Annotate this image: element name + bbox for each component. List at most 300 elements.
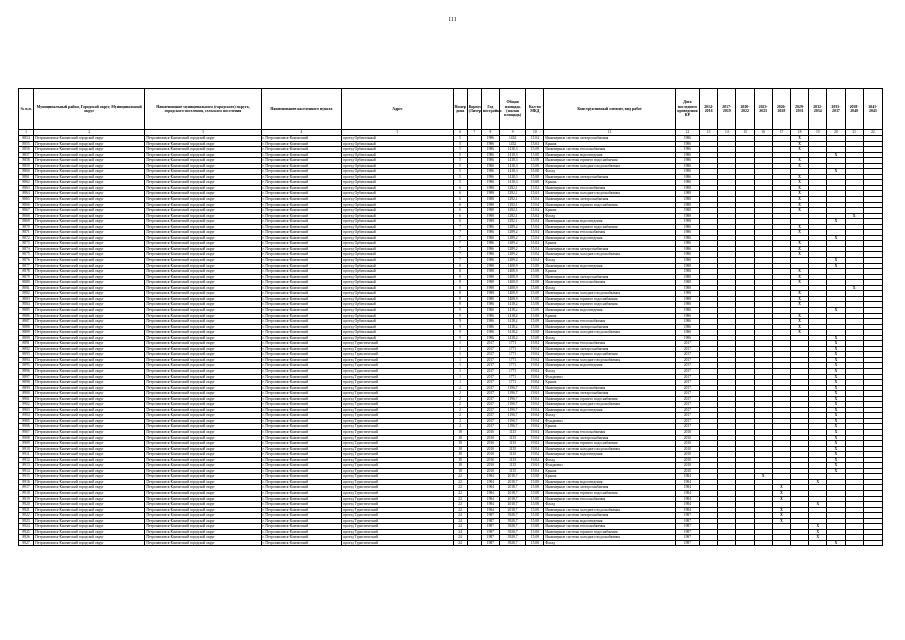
house-number-cell: 9 (453, 324, 467, 330)
district-cell: Петропавловск-Камчатский городской округ (34, 413, 145, 419)
row-number: 8915 (19, 474, 34, 480)
mkd-count-cell: 19.04 (526, 402, 544, 408)
capital-repair-table (18, 88, 883, 546)
work-type-cell: Инженерные системы водоотведения (544, 263, 675, 269)
construction-year-cell: 1987 (481, 529, 499, 535)
period-mark-cell (790, 540, 808, 546)
last-repair-date-cell: 2017 (675, 402, 699, 408)
settlement-cell: г. Петропавловск-Камчатский (261, 252, 342, 258)
work-type-cell: Крыша (544, 180, 675, 186)
mkd-count-cell: 15.04 (526, 136, 544, 142)
column-number: 4 (261, 130, 342, 136)
column-number: 18 (790, 130, 808, 136)
period-mark-cell: X (809, 524, 827, 530)
district-cell: Петропавловск-Камчатский городской округ (34, 357, 145, 363)
settlement-cell: г. Петропавловск-Камчатский (261, 235, 342, 241)
column-header: 2038-2040 (845, 89, 863, 130)
municipality-cell: Петропавловск-Камчатский городской округ (145, 219, 261, 225)
row-number: 8906 (19, 424, 34, 430)
last-repair-date-cell: 1984 (675, 496, 699, 502)
house-number-cell: 8 (453, 296, 467, 302)
mkd-count-cell: 15.08 (526, 269, 544, 275)
house-number-cell: 9 (453, 330, 467, 336)
construction-year-cell: 2010 (481, 468, 499, 474)
municipality-cell: Петропавловск-Камчатский городской округ (145, 407, 261, 413)
municipality-cell: Петропавловск-Камчатский городской округ (145, 269, 261, 275)
row-number: 8908 (19, 435, 34, 441)
period-mark-cell: X (790, 274, 808, 280)
period-mark-cell: X (790, 330, 808, 336)
district-cell: Петропавловск-Камчатский городской округ (34, 258, 145, 264)
area-cell: 1771 (499, 363, 525, 369)
row-number: 8918 (19, 491, 34, 497)
district-cell: Петропавловск-Камчатский городской округ (34, 474, 145, 480)
area-cell: 1289,2 (499, 224, 525, 230)
address-cell: проезд Орбитальный (342, 180, 453, 186)
mkd-count-cell: 15.04 (526, 258, 544, 264)
construction-year-cell: 1986 (481, 158, 499, 164)
work-type-cell: Инженерные системы горячего водоснабжения (544, 296, 675, 302)
column-number: 22 (863, 130, 882, 136)
period-mark-cell: X (827, 307, 845, 313)
mkd-count-cell: 15.08 (526, 479, 544, 485)
municipality-cell: Петропавловск-Камчатский городской округ (145, 197, 261, 203)
municipality-cell: Петропавловск-Камчатский городской округ (145, 507, 261, 513)
district-cell: Петропавловск-Камчатский городской округ (34, 263, 145, 269)
address-cell: проезд Орбитальный (342, 324, 453, 330)
area-cell: 1408,9 (499, 285, 525, 291)
area-cell: 1196,7 (499, 424, 525, 430)
settlement-cell: г. Петропавловск-Камчатский (261, 391, 342, 397)
row-number: 8884 (19, 302, 34, 308)
area-cell: 3928,7 (499, 529, 525, 535)
row-number: 8921 (19, 507, 34, 513)
area-cell: 1289,2 (499, 230, 525, 236)
address-cell: проезд Орбитальный (342, 258, 453, 264)
mkd-count-cell: 15.08 (526, 158, 544, 164)
work-type-cell: Инженерные системы водоотведения (544, 407, 675, 413)
construction-year-cell: 1986 (481, 169, 499, 175)
house-number-cell: 5 (453, 163, 467, 169)
settlement-cell: г. Петропавловск-Камчатский (261, 529, 342, 535)
column-number: 5 (342, 130, 453, 136)
area-cell: 1292,1 (499, 185, 525, 191)
work-type-cell: Инженерные системы электроснабжения (544, 346, 675, 352)
municipality-cell: Петропавловск-Камчатский городской округ (145, 296, 261, 302)
construction-year-cell: 1986 (481, 147, 499, 153)
address-cell: проезд Орбитальный (342, 302, 453, 308)
row-number: 8875 (19, 252, 34, 258)
address-cell: проезд Орбитальный (342, 169, 453, 175)
mkd-count-cell: 15.08 (526, 496, 544, 502)
mkd-count-cell: 15.08 (526, 485, 544, 491)
house-number-cell: 24 (453, 518, 467, 524)
municipality-cell: Петропавловск-Камчатский городской округ (145, 413, 261, 419)
construction-year-cell: 1986 (481, 180, 499, 186)
row-number: 8870 (19, 224, 34, 230)
mkd-count-cell: 15.04 (526, 208, 544, 214)
row-number: 8862 (19, 180, 34, 186)
settlement-cell: г. Петропавловск-Камчатский (261, 241, 342, 247)
settlement-cell: г. Петропавловск-Камчатский (261, 424, 342, 430)
column-header: № п.п. (19, 89, 34, 130)
period-mark-cell (845, 540, 863, 546)
municipality-cell: Петропавловск-Камчатский городской округ (145, 446, 261, 452)
work-type-cell: Инженерные системы горячего водоснабжения (544, 202, 675, 208)
settlement-cell: г. Петропавловск-Камчатский (261, 152, 342, 158)
house-number-cell: 6 (453, 219, 467, 225)
area-cell: 1418,3 (499, 180, 525, 186)
settlement-cell: г. Петропавловск-Камчатский (261, 302, 342, 308)
area-cell: 1135 (499, 429, 525, 435)
last-repair-date-cell: 1986 (675, 224, 699, 230)
mkd-count-cell: 19.04 (526, 341, 544, 347)
last-repair-date-cell: 1988 (675, 280, 699, 286)
last-repair-date-cell: 1988 (675, 274, 699, 280)
house-number-cell: 18 (453, 463, 467, 469)
settlement-cell: г. Петропавловск-Камчатский (261, 258, 342, 264)
address-cell: проезд Туристический (342, 396, 453, 402)
district-cell: Петропавловск-Камчатский городской округ (34, 352, 145, 358)
last-repair-date-cell: 2017 (675, 396, 699, 402)
municipality-cell: Петропавловск-Камчатский городской округ (145, 174, 261, 180)
house-number-cell: 5 (453, 141, 467, 147)
period-mark-cell: X (827, 258, 845, 264)
district-cell: Петропавловск-Камчатский городской округ (34, 285, 145, 291)
period-mark-cell: X (827, 407, 845, 413)
last-repair-date-cell: 1986 (675, 158, 699, 164)
row-number: 8910 (19, 446, 34, 452)
district-cell: Петропавловск-Камчатский городской округ (34, 330, 145, 336)
period-mark-cell: X (827, 540, 845, 546)
last-repair-date-cell: 1986 (675, 141, 699, 147)
row-number: 8907 (19, 429, 34, 435)
area-cell: 1196,7 (499, 391, 525, 397)
work-type-cell: Фасад (544, 368, 675, 374)
municipality-cell: Петропавловск-Камчатский городской округ (145, 380, 261, 386)
column-number: 10 (526, 130, 544, 136)
municipality-cell: Петропавловск-Камчатский городской округ (145, 529, 261, 535)
column-number: 8 (481, 130, 499, 136)
settlement-cell: г. Петропавловск-Камчатский (261, 507, 342, 513)
period-mark-cell: X (827, 424, 845, 430)
municipality-cell: Петропавловск-Камчатский городской округ (145, 213, 261, 219)
mkd-count-cell: 15.04 (526, 197, 544, 203)
period-mark-cell: X (790, 191, 808, 197)
district-cell: Петропавловск-Камчатский городской округ (34, 185, 145, 191)
address-cell: проезд Туристический (342, 391, 453, 397)
construction-year-cell: 1988 (481, 269, 499, 275)
address-cell: проезд Туристический (342, 457, 453, 463)
work-type-cell: Крыша (544, 313, 675, 319)
settlement-cell: г. Петропавловск-Камчатский (261, 524, 342, 530)
municipality-cell: Петропавловск-Камчатский городской округ (145, 230, 261, 236)
municipality-cell: Петропавловск-Камчатский городской округ (145, 224, 261, 230)
house-number-cell: 7 (453, 252, 467, 258)
last-repair-date-cell: 2017 (675, 346, 699, 352)
area-cell: 1418,2 (499, 302, 525, 308)
address-cell: проезд Туристический (342, 435, 453, 441)
municipality-cell: Петропавловск-Камчатский городской округ (145, 335, 261, 341)
row-number: 8892 (19, 346, 34, 352)
period-mark-cell: X (790, 302, 808, 308)
construction-year-cell: 2017 (481, 357, 499, 363)
address-cell: проезд Орбитальный (342, 296, 453, 302)
house-number-cell: 18 (453, 468, 467, 474)
last-repair-date-cell: 1984 (675, 485, 699, 491)
district-cell: Петропавловск-Камчатский городской округ (34, 346, 145, 352)
area-cell: 1771 (499, 368, 525, 374)
area-cell: 1418,3 (499, 147, 525, 153)
district-cell: Петропавловск-Камчатский городской округ (34, 241, 145, 247)
row-number: 8913 (19, 463, 34, 469)
settlement-cell: г. Петропавловск-Камчатский (261, 335, 342, 341)
district-cell: Петропавловск-Камчатский городской округ (34, 468, 145, 474)
area-cell: 1418,3 (499, 174, 525, 180)
last-repair-date-cell: 2017 (675, 368, 699, 374)
district-cell: Петропавловск-Камчатский городской округ (34, 435, 145, 441)
period-mark-cell: X (827, 429, 845, 435)
municipality-cell: Петропавловск-Камчатский городской округ (145, 285, 261, 291)
row-number: 8859 (19, 163, 34, 169)
address-cell: проезд Туристический (342, 502, 453, 508)
construction-year-cell: 2010 (481, 463, 499, 469)
row-number: 8880 (19, 280, 34, 286)
settlement-cell: г. Петропавловск-Камчатский (261, 330, 342, 336)
district-cell: Петропавловск-Камчатский городской округ (34, 402, 145, 408)
district-cell: Петропавловск-Камчатский городской округ (34, 296, 145, 302)
work-type-cell: Инженерные системы теплоснабжения (544, 147, 675, 153)
mkd-count-cell: 15.08 (526, 529, 544, 535)
row-number: 8895 (19, 363, 34, 369)
settlement-cell: г. Петропавловск-Камчатский (261, 496, 342, 502)
settlement-cell: г. Петропавловск-Камчатский (261, 513, 342, 519)
house-number-cell: 18 (453, 435, 467, 441)
address-cell: проезд Туристический (342, 441, 453, 447)
municipality-cell: Петропавловск-Камчатский городской округ (145, 513, 261, 519)
municipality-cell: Петропавловск-Камчатский городской округ (145, 363, 261, 369)
construction-year-cell: 1988 (481, 185, 499, 191)
period-mark-cell: X (790, 313, 808, 319)
municipality-cell: Петропавловск-Камчатский городской округ (145, 147, 261, 153)
district-cell: Петропавловск-Камчатский городской округ (34, 174, 145, 180)
last-repair-date-cell: 1988 (675, 285, 699, 291)
period-mark-cell: X (827, 413, 845, 419)
area-cell: 1771 (499, 352, 525, 358)
area-cell: 1418,3 (499, 158, 525, 164)
district-cell: Петропавловск-Камчатский городской округ (34, 507, 145, 513)
mkd-count-cell: 19.04 (526, 391, 544, 397)
construction-year-cell: 1984 (481, 507, 499, 513)
area-cell: 1292,1 (499, 202, 525, 208)
municipality-cell: Петропавловск-Камчатский городской округ (145, 535, 261, 541)
mkd-count-cell: 19.04 (526, 429, 544, 435)
work-type-cell: Инженерные системы электроснабжения (544, 485, 675, 491)
address-cell: проезд Орбитальный (342, 319, 453, 325)
area-cell: 1771 (499, 341, 525, 347)
construction-year-cell: 2010 (481, 441, 499, 447)
mkd-count-cell: 15.04 (526, 246, 544, 252)
settlement-cell: г. Петропавловск-Камчатский (261, 518, 342, 524)
municipality-cell: Петропавловск-Камчатский городской округ (145, 491, 261, 497)
construction-year-cell: 1988 (481, 191, 499, 197)
row-number: 8923 (19, 518, 34, 524)
construction-year-cell: 2010 (481, 446, 499, 452)
construction-year-cell: 2010 (481, 457, 499, 463)
house-number-cell: 8 (453, 269, 467, 275)
construction-year-cell: 1987 (481, 518, 499, 524)
construction-year-cell: 1988 (481, 208, 499, 214)
district-cell: Петропавловск-Камчатский городской округ (34, 191, 145, 197)
district-cell: Петропавловск-Камчатский городской округ (34, 535, 145, 541)
municipality-cell: Петропавловск-Камчатский городской округ (145, 191, 261, 197)
mkd-count-cell: 19.04 (526, 385, 544, 391)
house-number-cell: 2 (453, 385, 467, 391)
last-repair-date-cell: 1986 (675, 246, 699, 252)
municipality-cell: Петропавловск-Камчатский городской округ (145, 258, 261, 264)
address-cell: проезд Туристический (342, 341, 453, 347)
area-cell: 1292,1 (499, 213, 525, 219)
municipality-cell: Петропавловск-Камчатский городской округ (145, 330, 261, 336)
period-mark-cell: X (827, 391, 845, 397)
last-repair-date-cell: 1986 (675, 319, 699, 325)
construction-year-cell: 2017 (481, 374, 499, 380)
municipality-cell: Петропавловск-Камчатский городской округ (145, 185, 261, 191)
last-repair-date-cell: 1984 (675, 479, 699, 485)
construction-year-cell: 1987 (481, 524, 499, 530)
settlement-cell: г. Петропавловск-Камчатский (261, 324, 342, 330)
area-cell: 1196,7 (499, 385, 525, 391)
column-header: 2035-2037 (827, 89, 845, 130)
settlement-cell: г. Петропавловск-Камчатский (261, 163, 342, 169)
construction-year-cell: 1984 (481, 485, 499, 491)
municipality-cell: Петропавловск-Камчатский городской округ (145, 158, 261, 164)
period-mark-cell (772, 540, 790, 546)
municipality-cell: Петропавловск-Камчатский городской округ (145, 524, 261, 530)
row-number: 8911 (19, 452, 34, 458)
settlement-cell: г. Петропавловск-Камчатский (261, 246, 342, 252)
area-cell: 3928,7 (499, 540, 525, 546)
district-cell: Петропавловск-Камчатский городской округ (34, 407, 145, 413)
period-mark-cell: X (790, 230, 808, 236)
last-repair-date-cell: 2017 (675, 341, 699, 347)
row-number: 8900 (19, 391, 34, 397)
work-type-cell: Инженерные системы водоотведения (544, 363, 675, 369)
mkd-count-cell: 19.04 (526, 396, 544, 402)
row-number: 8861 (19, 174, 34, 180)
area-cell: 2018,7 (499, 496, 525, 502)
row-number: 8865 (19, 197, 34, 203)
column-header: Адрес (342, 89, 453, 130)
district-cell: Петропавловск-Камчатский городской округ (34, 374, 145, 380)
work-type-cell: Инженерные системы электроснабжения (544, 174, 675, 180)
settlement-cell: г. Петропавловск-Камчатский (261, 269, 342, 275)
mkd-count-cell: 15.04 (526, 230, 544, 236)
last-repair-date-cell: 2017 (675, 363, 699, 369)
address-cell: проезд Орбитальный (342, 147, 453, 153)
last-repair-date-cell: 2010 (675, 441, 699, 447)
period-mark-cell: X (827, 235, 845, 241)
construction-year-cell: 1986 (481, 174, 499, 180)
mkd-count-cell: 15.08 (526, 507, 544, 513)
settlement-cell: г. Петропавловск-Камчатский (261, 291, 342, 297)
house-number-cell: 1 (453, 346, 467, 352)
district-cell: Петропавловск-Камчатский городской округ (34, 335, 145, 341)
mkd-count-cell: 19.04 (526, 457, 544, 463)
construction-year-cell: 2017 (481, 396, 499, 402)
house-number-cell: 7 (453, 246, 467, 252)
area-cell: 1408,9 (499, 274, 525, 280)
address-cell: проезд Орбитальный (342, 235, 453, 241)
last-repair-date-cell: 2017 (675, 407, 699, 413)
area-cell: 1289,2 (499, 246, 525, 252)
district-cell: Петропавловск-Камчатский городской округ (34, 147, 145, 153)
area-cell: 1418,3 (499, 152, 525, 158)
settlement-cell: г. Петропавловск-Камчатский (261, 374, 342, 380)
address-cell: проезд Туристический (342, 446, 453, 452)
house-number-cell: 2 (453, 413, 467, 419)
area-cell: 1771 (499, 374, 525, 380)
municipality-cell: Петропавловск-Камчатский городской округ (145, 180, 261, 186)
row-number: 8902 (19, 402, 34, 408)
last-repair-date-cell: 1988 (675, 269, 699, 275)
area-cell: 1196,7 (499, 413, 525, 419)
district-cell: Петропавловск-Камчатский городской округ (34, 224, 145, 230)
period-mark-cell: X (790, 197, 808, 203)
construction-year-cell: 1986 (481, 141, 499, 147)
house-number-cell: 24 (453, 535, 467, 541)
period-mark-cell: X (790, 269, 808, 275)
municipality-cell: Петропавловск-Камчатский городской округ (145, 385, 261, 391)
address-cell: проезд Туристический (342, 452, 453, 458)
settlement-cell: г. Петропавловск-Камчатский (261, 141, 342, 147)
house-number-cell: 6 (453, 185, 467, 191)
house-number-cell: 22 (453, 491, 467, 497)
area-cell: 1289,2 (499, 252, 525, 258)
row-number: 8864 (19, 191, 34, 197)
house-number-cell: 7 (453, 241, 467, 247)
settlement-cell: г. Петропавловск-Камчатский (261, 219, 342, 225)
last-repair-date-cell: 1984 (675, 507, 699, 513)
area-cell: 3928,7 (499, 524, 525, 530)
work-type-cell: Инженерные системы горячего водоснабжения (544, 302, 675, 308)
period-mark-cell (809, 540, 827, 546)
address-cell: проезд Туристический (342, 352, 453, 358)
house-number-cell: 9 (453, 302, 467, 308)
header-row (19, 89, 883, 130)
period-mark-cell: X (827, 435, 845, 441)
house-number-cell: 5 (453, 169, 467, 175)
district-cell: Петропавловск-Камчатский городской округ (34, 341, 145, 347)
district-cell: Петропавловск-Камчатский городской округ (34, 246, 145, 252)
work-type-cell: Крыша (544, 424, 675, 430)
address-cell: проезд Орбитальный (342, 241, 453, 247)
district-cell: Петропавловск-Камчатский городской округ (34, 136, 145, 142)
municipality-cell: Петропавловск-Камчатский городской округ (145, 141, 261, 147)
area-cell: 1408,9 (499, 263, 525, 269)
district-cell: Петропавловск-Камчатский городской округ (34, 158, 145, 164)
settlement-cell: г. Петропавловск-Камчатский (261, 363, 342, 369)
house-number-cell: 22 (453, 496, 467, 502)
last-repair-date-cell: 1986 (675, 241, 699, 247)
address-cell: проезд Туристический (342, 507, 453, 513)
house-number-cell: 8 (453, 291, 467, 297)
municipality-cell: Петропавловск-Камчатский городской округ (145, 429, 261, 435)
construction-year-cell: 2010 (481, 429, 499, 435)
mkd-count-cell: 19.04 (526, 452, 544, 458)
column-header: Дата последнего проведения КР (675, 89, 699, 130)
last-repair-date-cell: 2010 (675, 463, 699, 469)
